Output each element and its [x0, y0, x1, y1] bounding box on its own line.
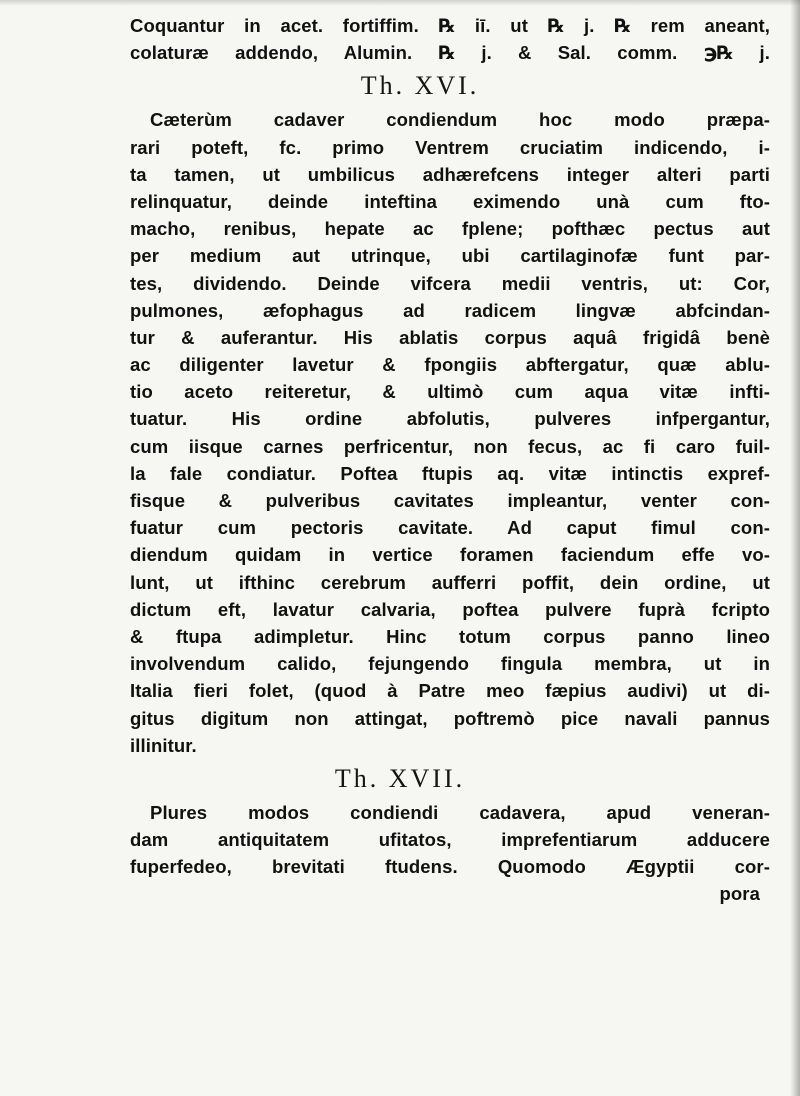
page-top-shadow	[0, 0, 800, 6]
text-line: ta tamen, ut umbilicus adhærefcens integer alteri parti	[130, 163, 770, 185]
text-line: ac diligenter lavetur & fpongiis abftergatur, quæ ablu-	[130, 354, 770, 376]
text-line: tur & auferantur. His ablatis corpus aquâ frigidâ benè	[130, 326, 770, 348]
section-heading: Th. XVII.	[334, 763, 466, 793]
text-line: Italia fieri folet, (quod à Patre meo fæpius audivi) ut di-	[130, 680, 770, 702]
text-line: diendum quidam in vertice foramen faciendum effe vo-	[130, 544, 770, 566]
text-line: tuatur. His ordine abfolutis, pulveres infpergantur,	[130, 408, 770, 430]
text-line: gitus digitum non attingat, poftremò pice navali pannus	[130, 707, 770, 729]
text-line: Plures modos condiendi cadavera, apud veneran-	[150, 801, 770, 823]
text-line: relinquatur, deinde inteftina eximendo unà cum fto-	[130, 190, 770, 212]
text-line: dictum eft, lavatur calvaria, poftea pulvere fuprà fcripto	[130, 598, 770, 620]
text-line: macho, renibus, hepate ac fplene; pofthæc pectus aut	[130, 218, 770, 240]
text-line: fisque & pulveribus cavitates impleantur, venter con-	[130, 490, 770, 511]
text-line: Cæterùm cadaver condiendum hoc modo præpa-	[150, 109, 770, 131]
text-line: dam antiquitatem ufitatos, imprefentiarum adducere	[130, 829, 770, 851]
text-line: la fale condiatur. Poftea ftupis aq. vitæ intinctis expref-	[130, 462, 770, 484]
text-line: & ftupa adimpletur. Hinc totum corpus panno lineo	[130, 625, 770, 647]
catchword: pora	[719, 883, 760, 905]
text-line: colaturæ addendo, Alumin. ℞ j. & Sal. comm. ℈℞ j.	[130, 42, 770, 64]
text-line: fuatur cum pectoris cavitate. Ad caput fimul con-	[130, 517, 770, 539]
text-line: cum iisque carnes perfricentur, non fecus, ac fi caro fuil-	[130, 435, 770, 457]
text-line: pulmones, æfophagus ad radicem lingvæ abfcindan-	[130, 299, 770, 321]
text-line: per medium aut utrinque, ubi cartilaginofæ funt par-	[130, 245, 770, 267]
text-line: tes, dividendo. Deinde vifcera medii ventris, ut: Cor,	[130, 272, 770, 294]
section-heading: Th. XVI.	[360, 71, 480, 101]
text-line: fuperfedeo, brevitati ftudens. Quomodo Ægyptii cor-	[130, 856, 770, 878]
text-line: Coquantur in acet. fortiffim. ℞ iī. ut ℞ j. ℞ rem aneant,	[130, 15, 770, 36]
text-line: rari poteft, fc. primo Ventrem cruciatim indicendo, i-	[130, 136, 770, 158]
page-text	[130, 12, 770, 908]
text-line: involvendum calido, fejungendo fingula membra, ut in	[130, 653, 770, 675]
page-right-edge	[790, 0, 800, 1096]
text-line: illinitur.	[130, 734, 197, 756]
text-line: lunt, ut ifthinc cerebrum aufferri poffit, dein ordine, ut	[130, 571, 770, 593]
text-line: tio aceto reiteretur, & ultimò cum aqua vitæ infti-	[130, 381, 770, 403]
